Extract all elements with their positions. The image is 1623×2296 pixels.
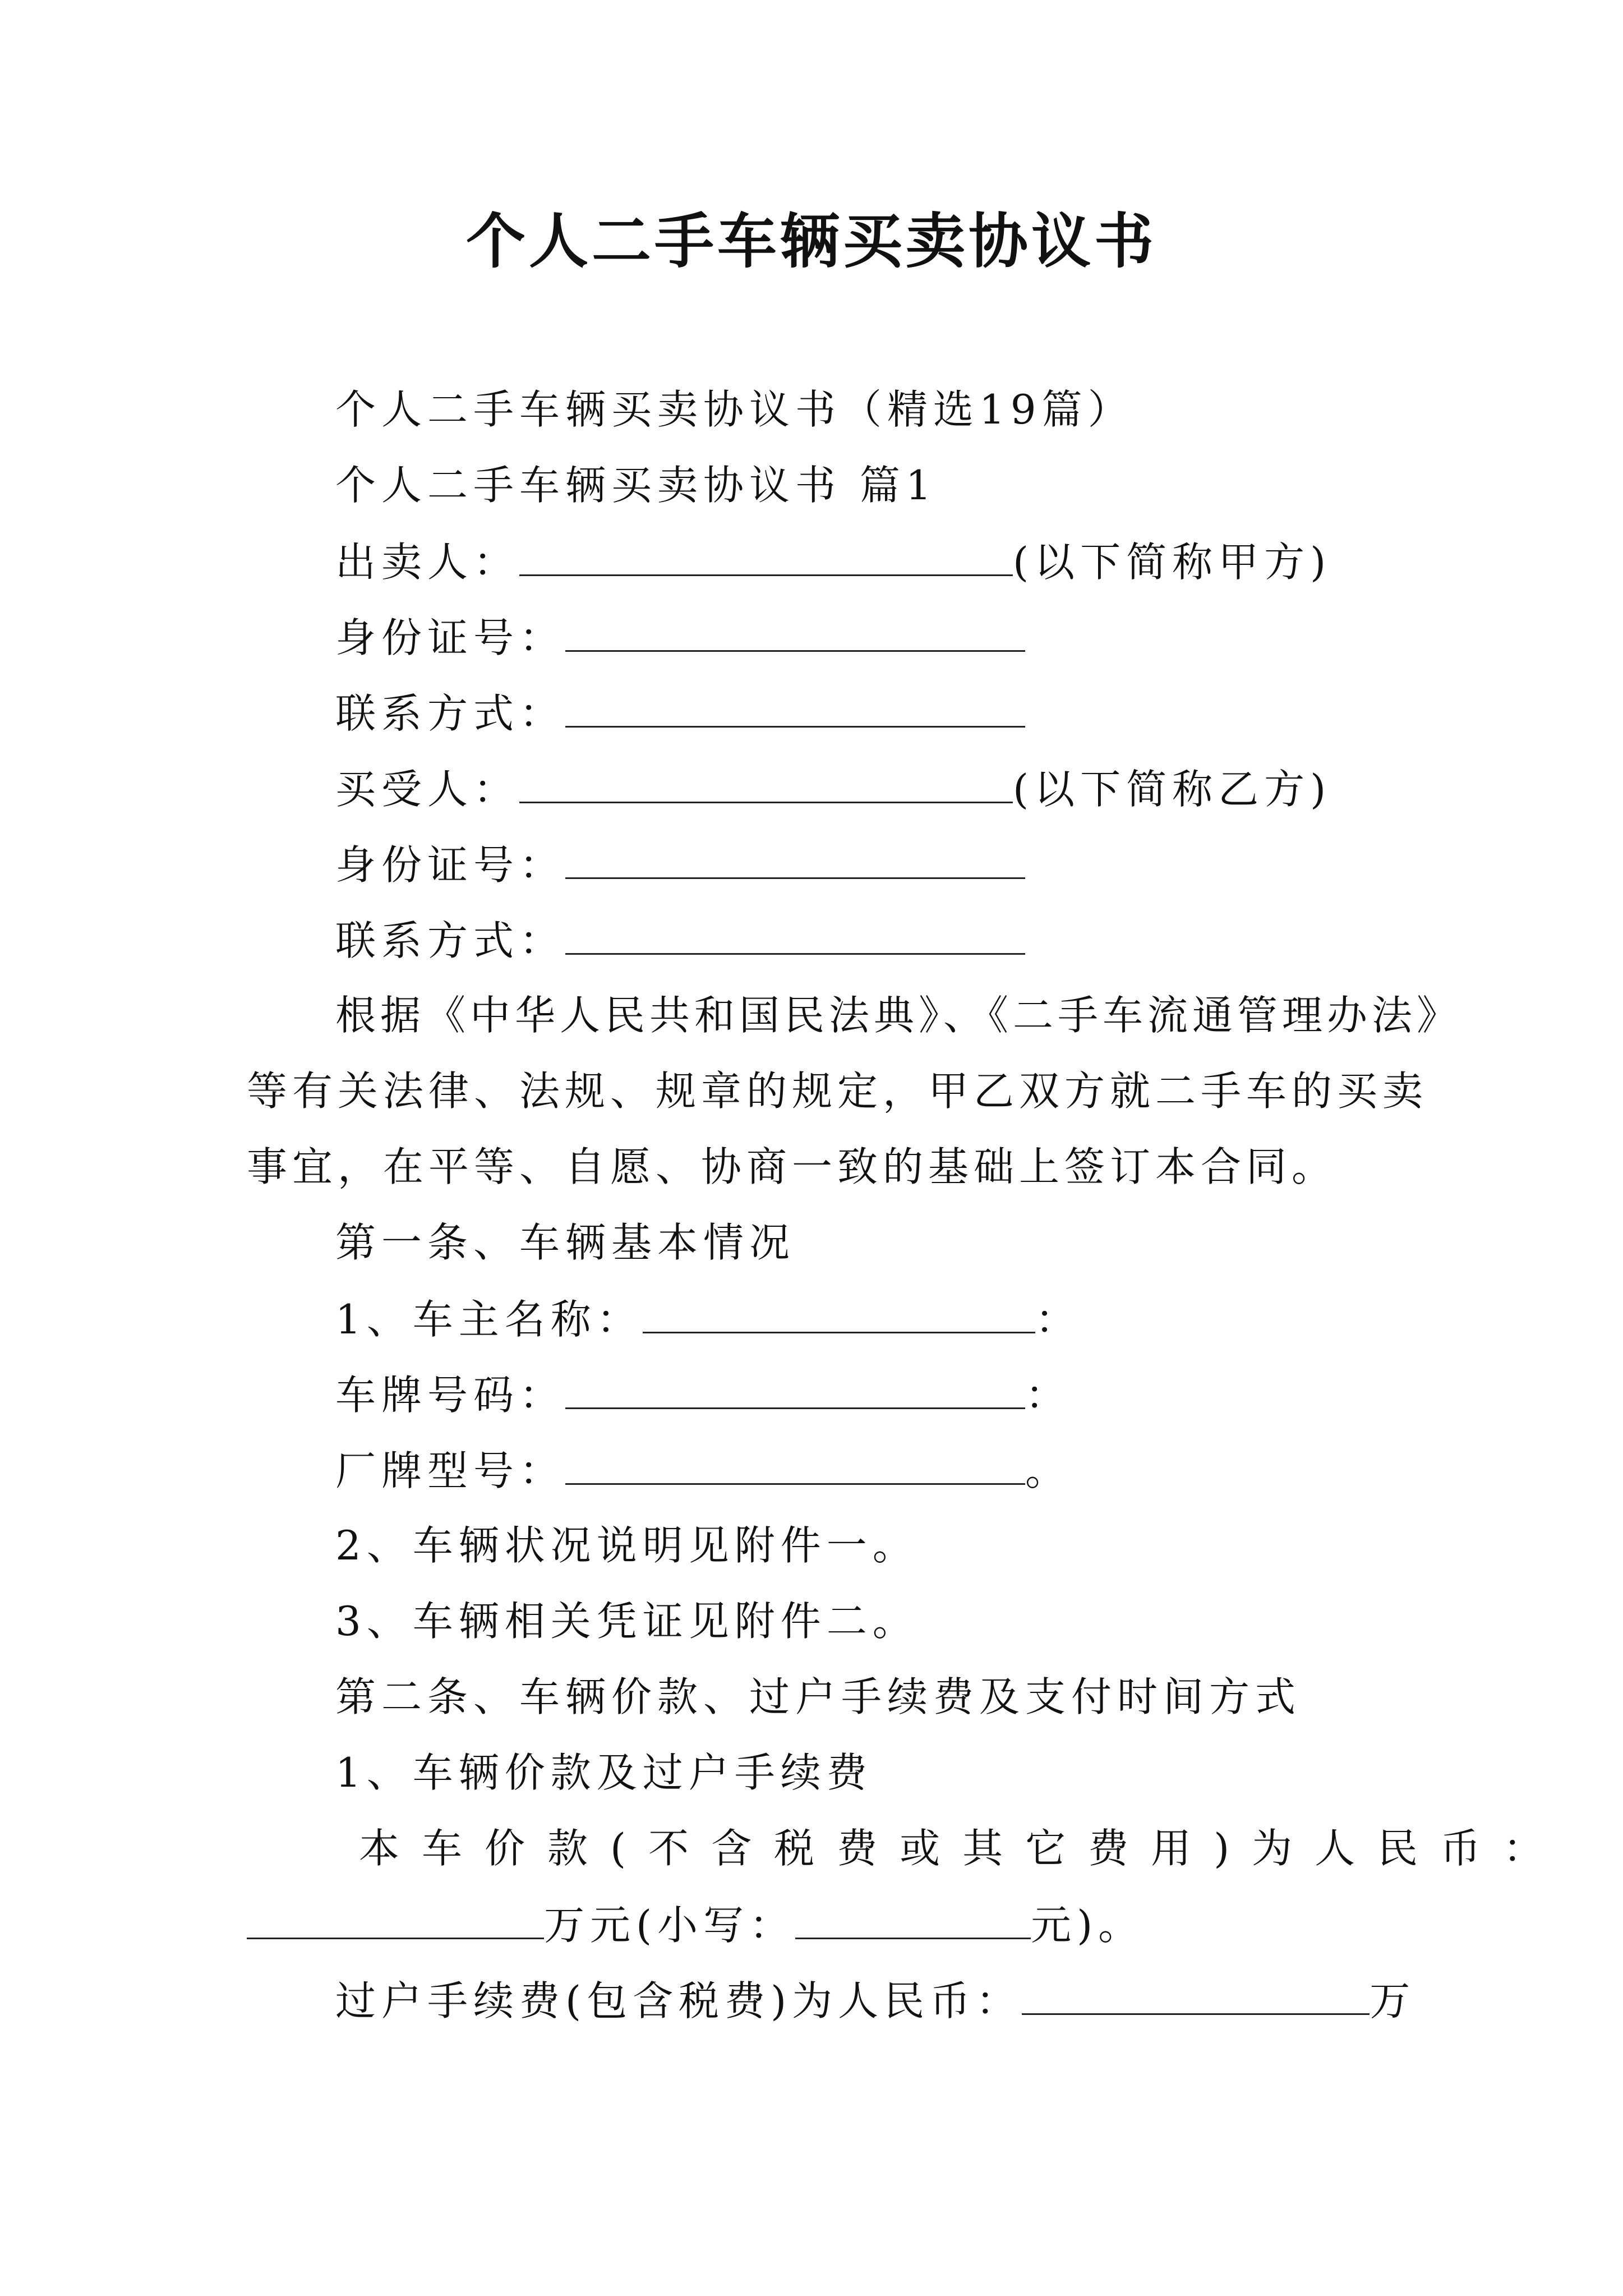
price-end: 元)。	[1031, 1902, 1145, 1949]
article-2-item-1: 1、车辆价款及过户手续费	[335, 1749, 873, 1796]
buyer-suffix: (以下简称乙方)	[1013, 766, 1332, 813]
buyer-id-blank[interactable]	[565, 836, 1025, 879]
article-1-title: 第一条、车辆基本情况	[335, 1219, 796, 1266]
fee-unit: 万	[1370, 1977, 1416, 2024]
buyer-contact-label: 联系方式：	[335, 917, 566, 964]
buyer-label: 买受人：	[335, 766, 520, 813]
plate-line	[335, 1366, 1071, 1423]
model-line	[335, 1442, 1071, 1499]
item-3: 3、车辆相关凭证见附件二。	[335, 1598, 919, 1645]
buyer-id-line	[335, 836, 1025, 893]
plate-colon: ：	[1025, 1372, 1072, 1419]
buyer-line	[335, 760, 1331, 817]
buyer-id-label: 身份证号：	[335, 841, 566, 889]
paragraph-line: 等有关法律、法规、规章的规定，甲乙双方就二手车的买卖	[247, 1068, 1428, 1115]
document-title: 个人二手车辆买卖协议书	[466, 206, 1157, 276]
seller-line	[335, 533, 1331, 590]
article-2-title: 第二条、车辆价款、过户手续费及支付时间方式	[335, 1673, 1302, 1720]
model-label: 厂牌型号：	[335, 1447, 566, 1494]
seller-suffix: (以下简称甲方)	[1013, 539, 1332, 586]
fee-blank[interactable]	[1022, 1972, 1370, 2015]
owner-line	[335, 1290, 1081, 1347]
seller-contact-blank[interactable]	[565, 684, 1025, 728]
owner-blank[interactable]	[643, 1290, 1035, 1333]
seller-contact-line	[335, 684, 1025, 742]
buyer-blank[interactable]	[519, 760, 1013, 803]
buyer-contact-blank[interactable]	[565, 912, 1025, 955]
owner-label: 1、车主名称：	[335, 1296, 643, 1343]
price-line: 本车价款(不含税费或其它费用)为人民币：	[359, 1825, 1566, 1872]
seller-id-label: 身份证号：	[335, 614, 566, 661]
owner-colon: ：	[1035, 1296, 1081, 1343]
price-yuan-blank[interactable]	[795, 1896, 1031, 1939]
fee-label: 过户手续费(包含税费)为人民币：	[335, 1977, 1022, 2024]
subtitle: 个人二手车辆买卖协议书（精选19篇）	[335, 386, 1134, 433]
seller-contact-label: 联系方式：	[335, 690, 566, 737]
model-period: 。	[1025, 1447, 1072, 1494]
seller-label: 出卖人：	[335, 539, 520, 586]
plate-blank[interactable]	[565, 1366, 1025, 1409]
paragraph-line: 根据《中华人民共和国民法典》、《二手车流通管理办法》	[335, 992, 1462, 1039]
price-unit: 万元(小写：	[544, 1902, 796, 1949]
fee-line	[335, 1972, 1415, 2029]
model-blank[interactable]	[565, 1442, 1025, 1485]
seller-blank[interactable]	[519, 533, 1013, 576]
price-amount-line	[247, 1896, 1144, 1953]
plate-label: 车牌号码：	[335, 1372, 566, 1419]
seller-id-line	[335, 609, 1025, 666]
price-wan-blank[interactable]	[247, 1896, 544, 1939]
seller-id-blank[interactable]	[565, 609, 1025, 652]
chapter-heading: 个人二手车辆买卖协议书 篇1	[335, 462, 937, 509]
paragraph-line: 事宜，在平等、自愿、协商一致的基础上签订本合同。	[247, 1143, 1338, 1190]
item-2: 2、车辆状况说明见附件一。	[335, 1522, 919, 1569]
buyer-contact-line	[335, 912, 1025, 969]
